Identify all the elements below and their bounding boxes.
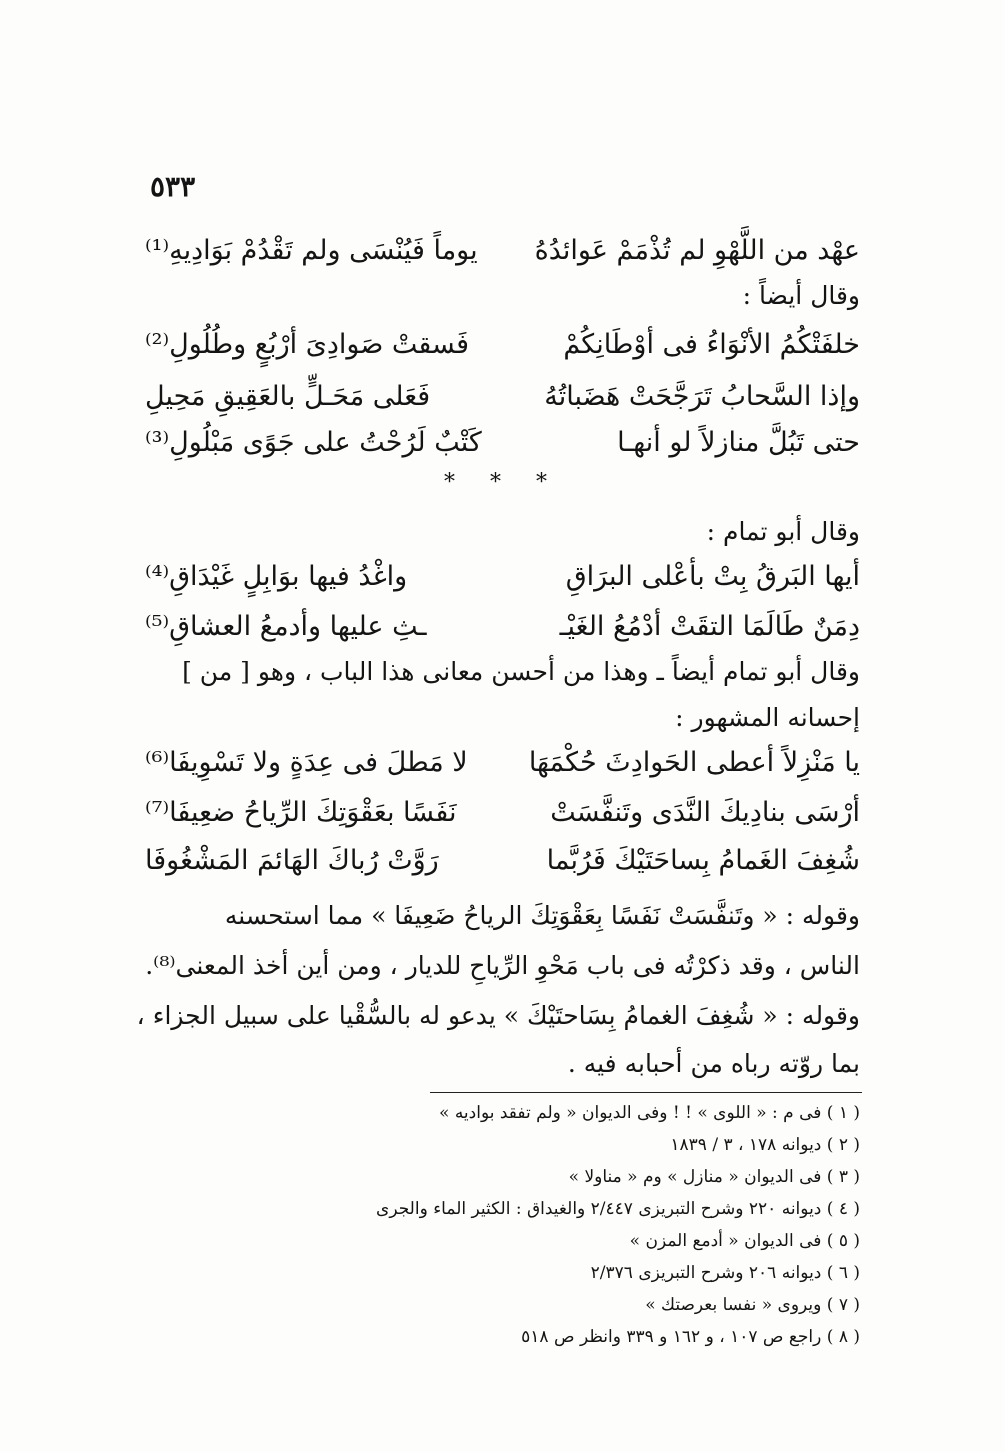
hemistich-first: شُغِفَ الغَمامُ بِساحَتَيْكَ فَرُبَّما bbox=[546, 845, 860, 876]
verse-line bbox=[145, 838, 860, 884]
footnote: ( ٨ ) راجع ص ١٠٧ ، و ١٦٢ و ٣٣٩ وانظر ص ٥١٨ bbox=[521, 1327, 860, 1347]
verse-line bbox=[145, 228, 860, 274]
intro-line: وقال أبو تمام : bbox=[706, 517, 860, 546]
commentary-line: بما روّته رباه من أحبابه فيه . bbox=[567, 1049, 860, 1078]
verse-line bbox=[145, 604, 860, 650]
verse-line bbox=[145, 420, 860, 466]
footnote: ( ١ ) فى م : « اللوى » ! ! وفى الديوان « ولم تفقد بواديه » bbox=[439, 1103, 860, 1123]
hemistich-second: يوماً فَيُنْسَى ولم تَقْدُمْ بَوَادِيهِ⁽¹⁾ bbox=[145, 235, 478, 266]
hemistich-first: يا مَنْزِلاً أعطى الحَوادِثَ حُكْمَهَا bbox=[528, 747, 860, 778]
verse-line bbox=[145, 740, 860, 786]
hemistich-first: وإذا السَّحابُ تَرَجَّحَتْ هَضَباتُهُ bbox=[544, 381, 860, 412]
hemistich-second: ـثِ عليها وأدمعُ العشاقِ⁽⁵⁾ bbox=[145, 611, 427, 642]
verse-line bbox=[145, 374, 860, 420]
hemistich-second: كَتْبٌ لَرُحْتُ على جَوًى مَبْلُولِ⁽³⁾ bbox=[145, 427, 482, 458]
hemistich-second: لا مَطلَ فى عِدَةٍ ولا تَسْوِيفَا⁽⁶⁾ bbox=[145, 747, 468, 778]
verse-line bbox=[145, 790, 860, 836]
hemistich-second: واغْدُ فيها بوَابِلٍ غَيْدَاقِ⁽⁴⁾ bbox=[145, 561, 408, 592]
commentary-line: وقوله : « شُغِفَ الغمامُ بِسَاحتَيْكَ » يدعو له بالسُّقْيا على سبيل الجزاء ، bbox=[136, 1001, 860, 1030]
hemistich-first: أرْسَى بنادِيكَ النَّدَى وتَنفَّسَتْ bbox=[550, 797, 860, 828]
hemistich-first: أيها البَرقُ بِتْ بأعْلى البرَاقِ bbox=[565, 561, 860, 592]
footnote: ( ٢ ) ديوانه ١٧٨ ، ٣ / ١٨٣٩ bbox=[670, 1135, 860, 1155]
hemistich-first: دِمَنٌ طَالَمَا التقَتْ أدْمُعُ الغَيْـ bbox=[559, 611, 860, 642]
intro-line: وقال أيضاً : bbox=[742, 281, 860, 310]
commentary-line: وقوله : « وتَنفَّسَتْ نَفَسًا بِعَقْوَتِكَ الرياحُ ضَعِيفَا » مما استحسنه bbox=[224, 901, 860, 930]
footnote-divider bbox=[430, 1092, 862, 1093]
page-number: ٥٣٣ bbox=[150, 170, 196, 203]
hemistich-first: عهْد من اللَّهْوِ لم تُذْمَمْ عَوائدُهُ bbox=[534, 235, 860, 266]
footnote: ( ٣ ) فى الديوان « منازل » وم « مناولا » bbox=[568, 1167, 860, 1187]
hemistich-second: فَعَلى مَحَـلٍّ بالعَقِيقِ مَحِيلِ bbox=[145, 381, 431, 412]
intro-line: وقال أبو تمام أيضاً ـ وهذا من أحسن معانى هذا الباب ، وهو [ من ] bbox=[182, 657, 860, 686]
footnote: ( ٤ ) ديوانه ٢٢٠ وشرح التبريزى ٢/٤٤٧ والغيداق : الكثير الماء والجرى bbox=[376, 1199, 860, 1219]
verse-line bbox=[145, 554, 860, 600]
hemistich-first: حتى تَبُلَّ منازلاً لو أنهـا bbox=[617, 427, 860, 458]
hemistich-second: نَفَسًا بعَقْوَتِكَ الرِّياحُ ضعِيفَا⁽⁷⁾ bbox=[145, 797, 457, 828]
commentary-line: الناس ، وقد ذكرْتُه فى باب مَحْوِ الرِّياحِ للديار ، ومن أين أخذ المعنى⁽⁸⁾. bbox=[145, 951, 860, 980]
footnote: ( ٦ ) ديوانه ٢٠٦ وشرح التبريزى ٢/٣٧٦ bbox=[590, 1263, 860, 1283]
hemistich-second: فَسقتْ صَوادِىَ أرْبُعٍ وطُلُولِ⁽²⁾ bbox=[145, 329, 470, 360]
section-separator: * * * bbox=[444, 470, 561, 495]
intro-line: إحسانه المشهور : bbox=[675, 703, 860, 732]
hemistich-first: خلفَتْكُمُ الأنْوَاءُ فى أوْطَانِكُمْ bbox=[563, 329, 860, 360]
footnote: ( ٧ ) ويروى « نفسا بعرصتك » bbox=[645, 1295, 860, 1315]
hemistich-second: رَوَّتْ رُباكَ الهَائمَ المَشْغُوفَا bbox=[145, 845, 439, 876]
footnote: ( ٥ ) فى الديوان « أدمع المزن » bbox=[629, 1231, 860, 1251]
verse-line bbox=[145, 322, 860, 368]
